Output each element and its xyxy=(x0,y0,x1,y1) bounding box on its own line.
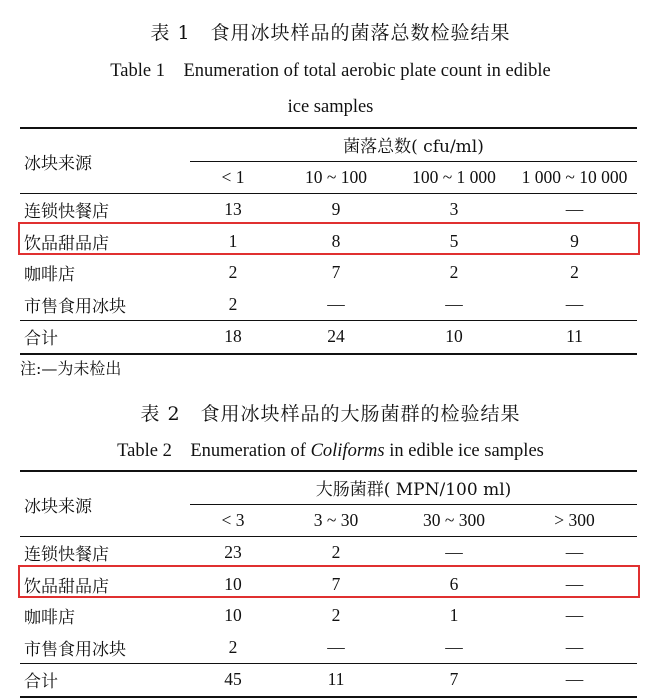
cell: 11 xyxy=(276,664,396,697)
cell: 11 xyxy=(512,321,637,354)
table-row-total xyxy=(20,321,637,354)
cell: 2 xyxy=(570,262,579,283)
cell: 8 xyxy=(331,230,341,251)
table1-title-en-line1: Table 1 Enumeration of total aerobic plate count in edible xyxy=(110,61,551,81)
table2-header-row xyxy=(20,471,637,504)
table-row xyxy=(20,194,637,226)
cell: 2 xyxy=(228,293,238,314)
cell: 13 xyxy=(190,194,276,226)
row-source: 咖啡店 xyxy=(24,265,75,286)
table1-row-header: 冰块来源 xyxy=(20,128,190,194)
cell: — xyxy=(565,605,584,626)
cell: — xyxy=(512,537,637,569)
table2-title-en-italic: Coliforms xyxy=(310,441,385,461)
table2-title-en xyxy=(0,434,661,468)
cell: 24 xyxy=(276,321,396,354)
cell: 23 xyxy=(190,537,276,569)
cell: 7 xyxy=(331,262,341,283)
row-source: 饮品甜品店 xyxy=(24,233,109,254)
cell: 5 xyxy=(449,230,459,251)
table1-header-row xyxy=(20,128,637,161)
cell: — xyxy=(327,293,345,314)
cell: 9 xyxy=(276,194,396,226)
cell: 2 xyxy=(276,537,396,569)
table1-col-header: 1 000 ~ 10 000 xyxy=(521,166,628,187)
cell: 2 xyxy=(228,262,238,283)
table2 xyxy=(20,470,637,698)
row-source: 市售食用冰块 xyxy=(24,296,126,317)
cell: 2 xyxy=(449,262,459,283)
table-row xyxy=(20,600,637,632)
cell: 7 xyxy=(331,573,341,594)
cell: — xyxy=(327,636,345,657)
table2-title-en-prefix: Table 2 Enumeration of xyxy=(117,441,311,461)
cell: 9 xyxy=(570,230,579,251)
cell: 10 xyxy=(396,321,512,354)
table2-col-header: 30 ~ 300 xyxy=(423,509,485,530)
table2-group-header: 大肠菌群( MPN/100 ml) xyxy=(190,471,637,504)
table2-row-header: 冰块来源 xyxy=(20,471,190,537)
cell: — xyxy=(445,293,463,314)
table1-title-cn: 表 1 食用冰块样品的菌落总数检验结果 xyxy=(150,22,511,44)
cell: 10 xyxy=(224,573,242,594)
table1-col-header: 10 ~ 100 xyxy=(305,166,367,187)
table2-col-header: > 300 xyxy=(554,509,595,530)
cell: — xyxy=(565,636,584,657)
row-source: 连锁快餐店 xyxy=(20,537,190,569)
table2-col-header: 3 ~ 30 xyxy=(313,509,359,530)
row-source: 咖啡店 xyxy=(24,608,75,629)
cell: 18 xyxy=(190,321,276,354)
row-source: 合计 xyxy=(20,321,190,354)
table1-col-header: 100 ~ 1 000 xyxy=(412,166,496,187)
table-row xyxy=(20,257,637,289)
cell: 2 xyxy=(228,636,238,657)
table1 xyxy=(20,127,637,355)
cell: — xyxy=(396,537,512,569)
table-row xyxy=(20,226,637,258)
table1-group-header: 菌落总数( cfu/ml) xyxy=(190,128,637,161)
cell: — xyxy=(445,636,463,657)
row-source: 连锁快餐店 xyxy=(20,194,190,226)
table-row xyxy=(20,632,637,664)
cell: — xyxy=(512,194,637,226)
cell: 7 xyxy=(396,664,512,697)
cell: 1 xyxy=(449,605,459,626)
cell: 3 xyxy=(396,194,512,226)
table2-title-cn: 表 2 食用冰块样品的大肠菌群的检验结果 xyxy=(140,403,521,425)
cell: 45 xyxy=(190,664,276,697)
table1-note: 注:—为未检出 xyxy=(20,359,122,378)
table1-col-header: < 1 xyxy=(221,166,245,187)
table-row xyxy=(20,537,637,569)
cell: — xyxy=(565,573,584,594)
cell: 1 xyxy=(228,230,238,251)
table2-title-en-suffix: in edible ice samples xyxy=(384,441,544,461)
row-source: 饮品甜品店 xyxy=(24,576,109,597)
cell: 10 xyxy=(224,605,242,626)
cell: — xyxy=(512,664,637,697)
table-row xyxy=(20,289,637,321)
table2-col-header: < 3 xyxy=(221,509,245,530)
table-row-total xyxy=(20,664,637,697)
table-row xyxy=(20,569,637,601)
table1-title-en-line2: ice samples xyxy=(287,97,374,117)
cell: 2 xyxy=(331,605,341,626)
row-source: 市售食用冰块 xyxy=(24,639,126,660)
cell: 6 xyxy=(449,573,459,594)
row-source: 合计 xyxy=(20,664,190,697)
cell: — xyxy=(565,293,584,314)
